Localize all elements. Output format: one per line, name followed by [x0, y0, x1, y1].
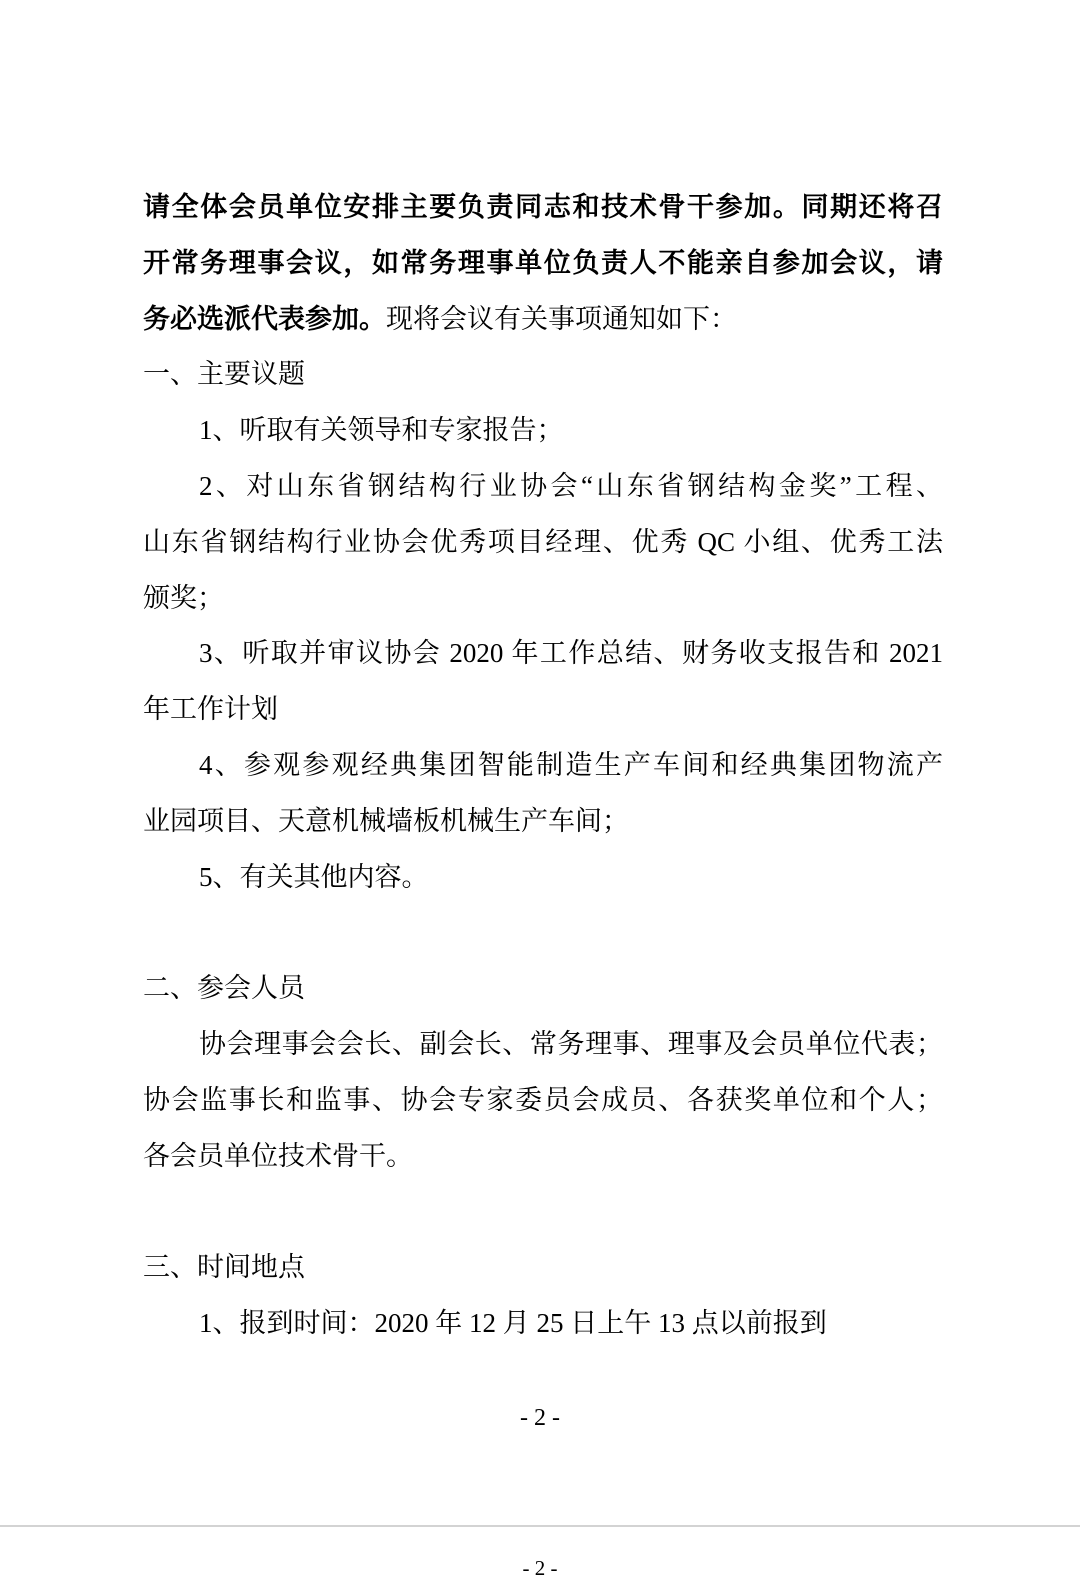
text-line: [143, 1017, 943, 1073]
text-line: [143, 1296, 943, 1352]
text-line: [143, 459, 943, 515]
text-run: 请全体会员单位安排主要负责同志和技术骨干参加。同期还将召: [143, 192, 943, 222]
text-run: 3、听取并审议协会 2020 年工作总结、财务收支报告和 2021: [199, 638, 943, 669]
text-run: 业园项目、天意机械墙板机械生产车间；: [143, 805, 629, 836]
text-line: [143, 794, 943, 850]
text-run: 三、时间地点: [143, 1252, 305, 1283]
text-line: [143, 236, 943, 292]
text-run: 协会理事会会长、副会长、常务理事、理事及会员单位代表；: [199, 1028, 943, 1059]
page-bottom-separator: [0, 1525, 1080, 1527]
text-line: [143, 571, 943, 627]
text-run: 各会员单位技术骨干。: [143, 1140, 413, 1171]
text-run: 务必选派代表参加。: [143, 303, 386, 334]
text-run: 4、参观参观经典集团智能制造生产车间和经典集团物流产: [199, 749, 943, 780]
text-line: [143, 738, 943, 794]
text-run: 开常务理事会议，如常务理事单位负责人不能亲自参加会议，请: [143, 247, 943, 278]
text-run: 年工作计划: [143, 694, 278, 725]
text-line: [143, 1073, 943, 1129]
text-run: 颁奖；: [143, 582, 224, 613]
text-line: [143, 180, 943, 236]
document-body: [143, 180, 943, 1352]
text-line: [143, 347, 943, 403]
text-line: [143, 515, 943, 571]
text-run: 一、主要议题: [143, 359, 305, 390]
text-line: [143, 682, 943, 738]
text-line: [143, 1240, 943, 1296]
text-run: 1、听取有关领导和专家报告；: [199, 415, 564, 446]
text-run: 二、参会人员: [143, 973, 305, 1004]
text-run: 现将会议有关事项通知如下：: [386, 303, 737, 334]
text-line: [143, 626, 943, 682]
blank-line: [143, 1184, 943, 1240]
text-run: 5、有关其他内容。: [199, 861, 429, 892]
text-line: [143, 850, 943, 906]
text-line: [143, 961, 943, 1017]
text-line: [143, 292, 943, 348]
text-line: [143, 1129, 943, 1185]
text-line: [143, 403, 943, 459]
blank-line: [143, 905, 943, 961]
page-number-footer: - 2 -: [520, 1405, 560, 1431]
text-run: 2、对山东省钢结构行业协会“山东省钢结构金奖”工程、: [199, 470, 943, 501]
text-run: 1、报到时间：2020 年 12 月 25 日上午 13 点以前报到: [199, 1307, 827, 1338]
page-number-below-separator: - 2 -: [522, 1556, 558, 1580]
text-run: 协会监事长和监事、协会专家委员会成员、各获奖单位和个人；: [143, 1084, 943, 1115]
text-run: 山东省钢结构行业协会优秀项目经理、优秀 QC 小组、优秀工法: [143, 526, 943, 557]
